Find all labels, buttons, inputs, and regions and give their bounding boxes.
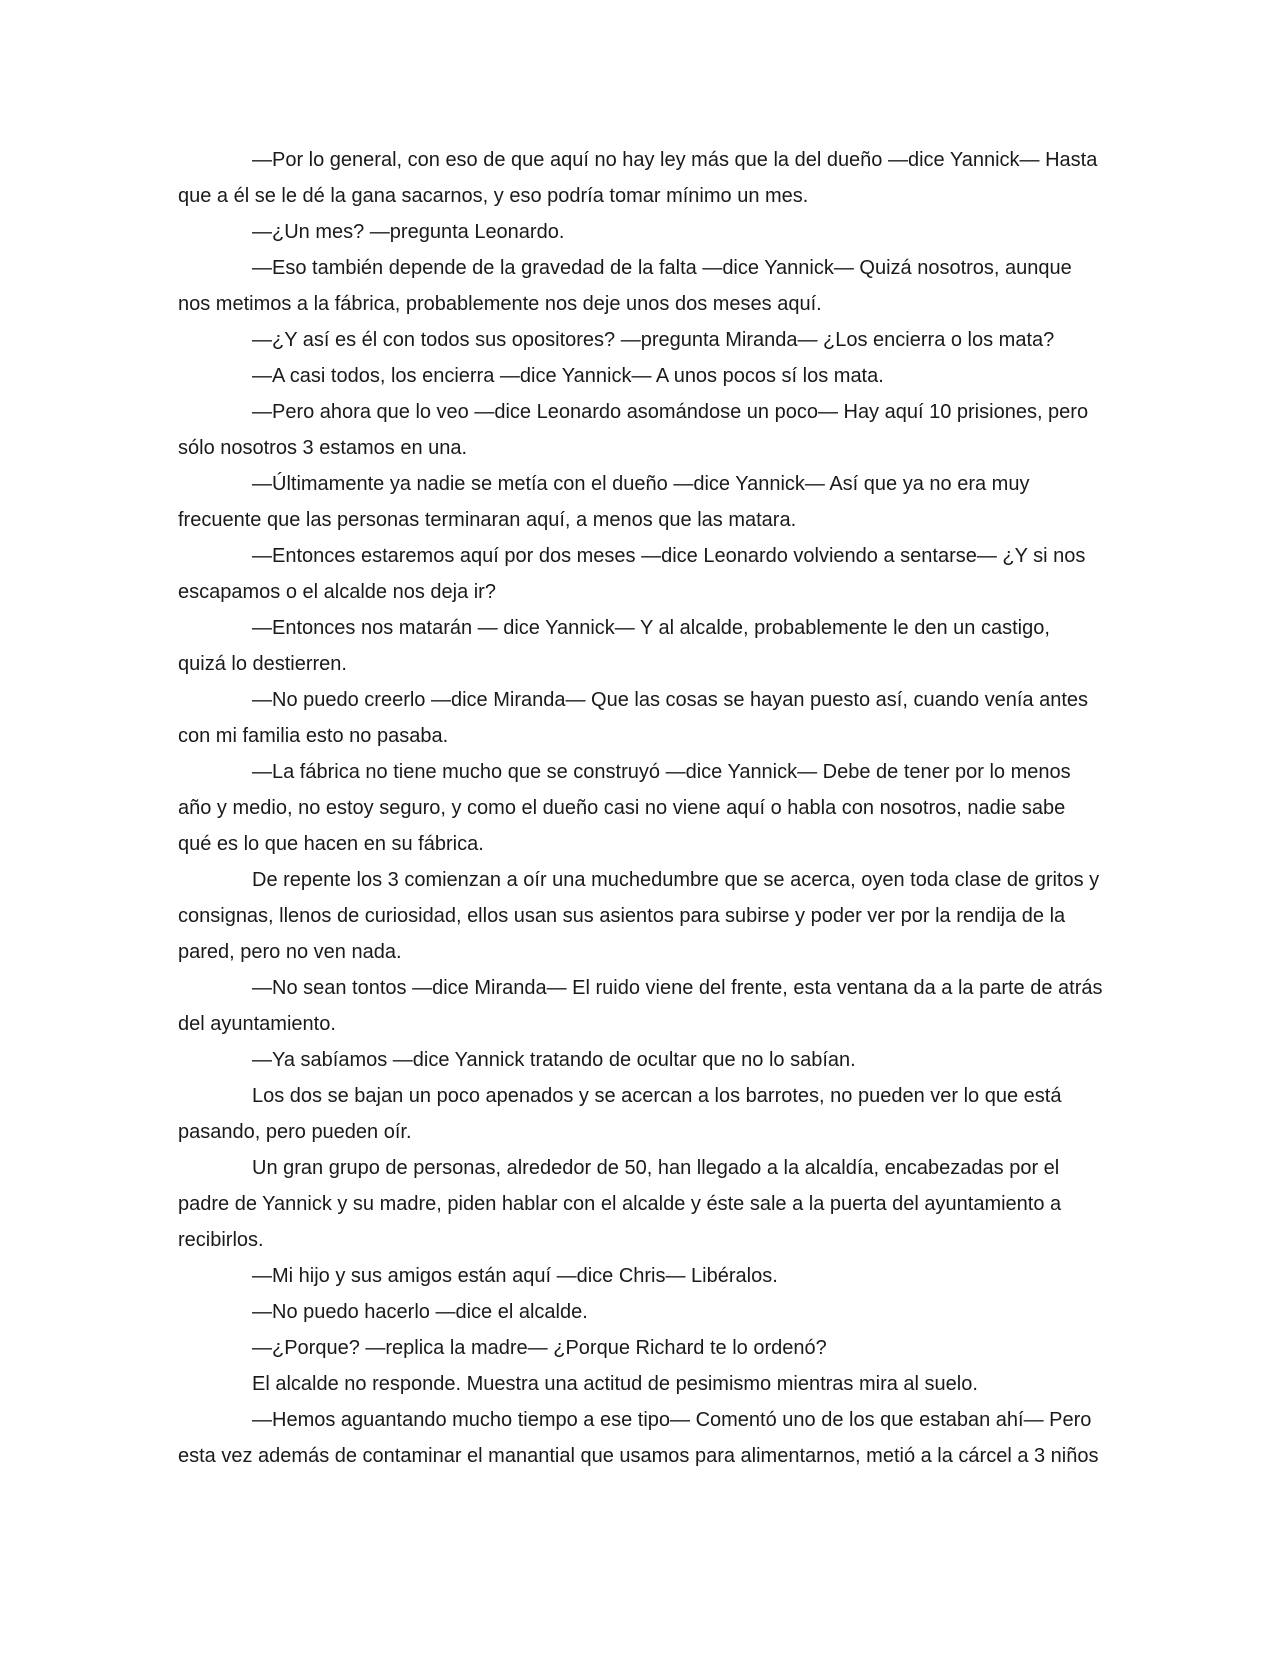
paragraph: —No sean tontos —dice Miranda— El ruido viene del frente, esta ventana da a la parte de atrás del ayuntamiento. <box>178 977 1103 1035</box>
paragraph: —Mi hijo y sus amigos están aquí —dice Chris— Libéralos. <box>252 1265 778 1287</box>
paragraph: —Pero ahora que lo veo —dice Leonardo asomándose un poco— Hay aquí 10 prisiones, pero sólo nosotros 3 estamos en una. <box>178 401 1089 459</box>
body-text <box>178 142 1103 1474</box>
paragraph: —Por lo general, con eso de que aquí no hay ley más que la del dueño —dice Yannick— Hasta que a él se le dé la gana sacarnos, y eso podría tomar mínimo un mes. <box>178 149 1098 207</box>
paragraph: —Eso también depende de la gravedad de la falta —dice Yannick— Quizá nosotros, aunque nos metimos a la fábrica, probablemente nos deje unos dos meses aquí. <box>178 257 1072 315</box>
paragraph: De repente los 3 comienzan a oír una muchedumbre que se acerca, oyen toda clase de gritos y consignas, llenos de curiosidad, ellos usan sus asientos para subirse y poder ver por la rendija de la pared, pero no ven nada. <box>178 869 1100 963</box>
paragraph: —Entonces estaremos aquí por dos meses —dice Leonardo volviendo a sentarse— ¿Y si nos escapamos o el alcalde nos deja ir? <box>178 545 1086 603</box>
paragraph: El alcalde no responde. Muestra una actitud de pesimismo mientras mira al suelo. <box>252 1373 978 1395</box>
paragraph: —Ya sabíamos —dice Yannick tratando de ocultar que no lo sabían. <box>252 1049 856 1071</box>
paragraph: —Últimamente ya nadie se metía con el dueño —dice Yannick— Así que ya no era muy frecuente que las personas terminaran aquí, a menos que las matara. <box>178 473 1030 531</box>
paragraph: —No puedo hacerlo —dice el alcalde. <box>252 1301 588 1323</box>
paragraph: —A casi todos, los encierra —dice Yannick— A unos pocos sí los mata. <box>252 365 884 387</box>
paragraph: Un gran grupo de personas, alrededor de 50, han llegado a la alcaldía, encabezadas por el padre de Yannick y su madre, piden hablar con el alcalde y éste sale a la puerta del ayuntamiento a recibirlos. <box>178 1157 1062 1251</box>
paragraph: —La fábrica no tiene mucho que se construyó —dice Yannick— Debe de tener por lo menos año y medio, no estoy seguro, y como el dueño casi no viene aquí o habla con nosotros, nadie sabe qué es lo que hacen en su fábrica. <box>178 761 1071 855</box>
paragraph: —¿Y así es él con todos sus opositores? —pregunta Miranda— ¿Los encierra o los mata? <box>252 329 1055 351</box>
paragraph: —Hemos aguantando mucho tiempo a ese tipo— Comentó uno de los que estaban ahí— Pero esta vez además de contaminar el manantial que usamos para alimentarnos, metió a la cárcel a 3 niños <box>178 1409 1099 1467</box>
paragraph: Los dos se bajan un poco apenados y se acercan a los barrotes, no pueden ver lo que está pasando, pero pueden oír. <box>178 1085 1062 1143</box>
paragraph: —No puedo creerlo —dice Miranda— Que las cosas se hayan puesto así, cuando venía antes con mi familia esto no pasaba. <box>178 689 1089 747</box>
paragraph: —¿Un mes? —pregunta Leonardo. <box>252 221 565 243</box>
paragraph: —Entonces nos matarán — dice Yannick— Y al alcalde, probablemente le den un castigo, quizá lo destierren. <box>178 617 1050 675</box>
paragraph: —¿Porque? —replica la madre— ¿Porque Richard te lo ordenó? <box>252 1337 827 1359</box>
